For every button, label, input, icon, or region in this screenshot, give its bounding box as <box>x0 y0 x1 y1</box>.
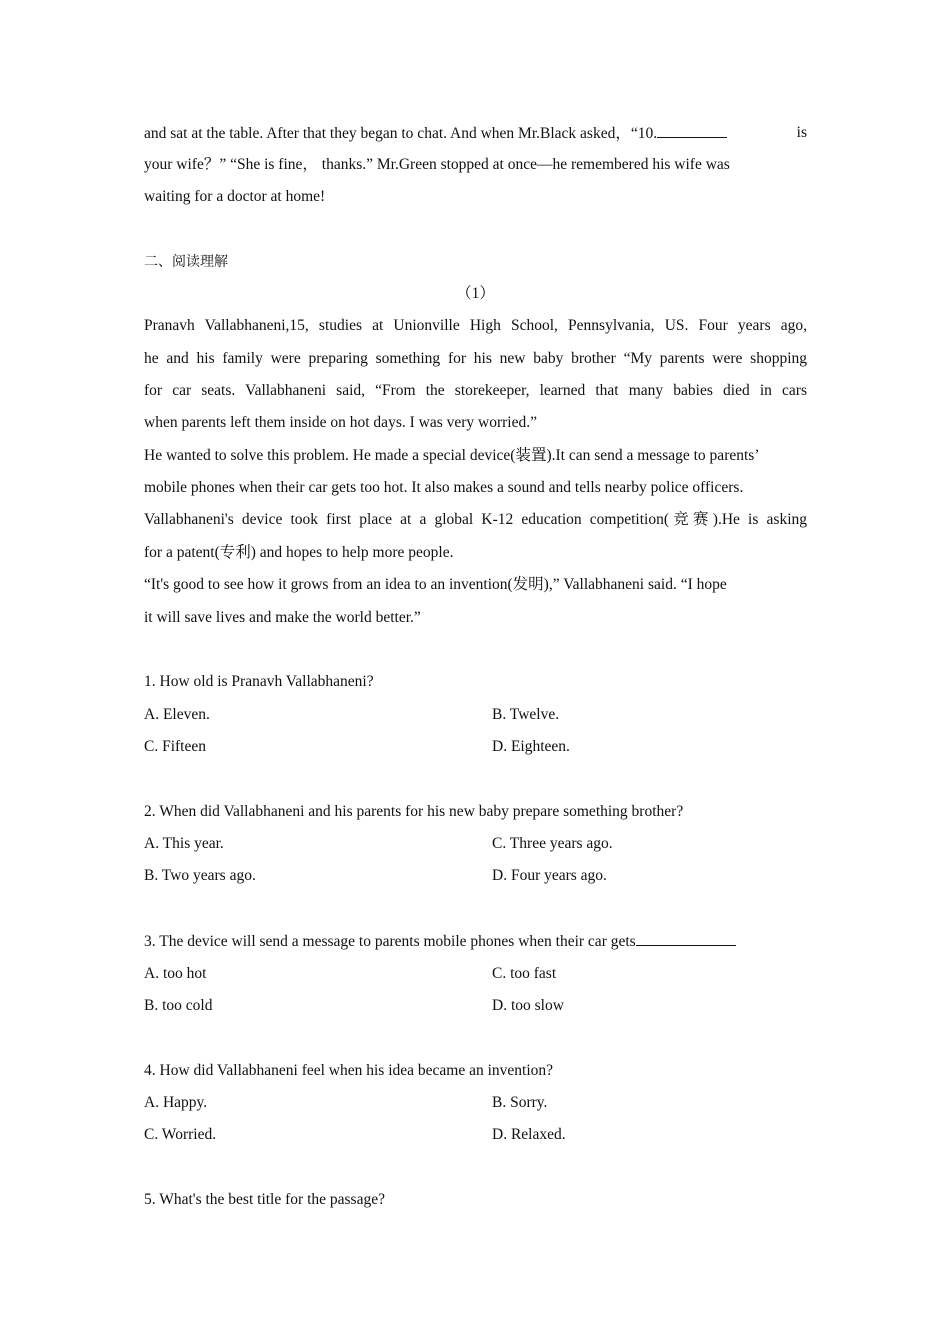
question-1-text: 1. How old is Pranavh Vallabhaneni? <box>144 673 374 690</box>
passage-line: “It's good to see how it grows from an idea to an invention(发明),” Vallabhaneni said. “I hope <box>144 576 727 593</box>
passage-line: it will save lives and make the world better.” <box>144 609 421 626</box>
question-1-option-c[interactable]: C. Fifteen <box>144 738 206 755</box>
question-3-option-b[interactable]: B. too cold <box>144 997 213 1014</box>
previous-passage-line-2: your wife？” “She is fine， thanks.” Mr.Green stopped at once—he remembered his wife was <box>144 156 730 173</box>
passage-line: Pranavh Vallabhaneni,15, studies at Unionville High School, Pennsylvania, US. Four years ago, <box>144 317 807 334</box>
passage-line: mobile phones when their car gets too hot. It also makes a sound and tells nearby police officers. <box>144 479 744 496</box>
passage-line: for car seats. Vallabhaneni said, “From the storekeeper, learned that many babies died in cars <box>144 382 807 399</box>
question-2-option-c[interactable]: C. Three years ago. <box>492 835 613 852</box>
question-2-text: 2. When did Vallabhaneni and his parents for his new baby prepare something brother? <box>144 803 684 820</box>
section-heading: 二、阅读理解 <box>144 254 228 270</box>
question-4-text: 4. How did Vallabhaneni feel when his idea became an invention? <box>144 1062 554 1079</box>
question-5-text: 5. What's the best title for the passage? <box>144 1191 385 1208</box>
question-3-option-a[interactable]: A. too hot <box>144 965 207 982</box>
question-4-option-a[interactable]: A. Happy. <box>144 1094 208 1111</box>
passage-line: for a patent(专利) and hopes to help more people. <box>144 544 454 561</box>
passage-line: Vallabhaneni's device took first place at a global K-12 education competition(竞赛).He is asking <box>144 511 807 528</box>
previous-passage-line-3: waiting for a doctor at home! <box>144 188 326 205</box>
question-2-option-d[interactable]: D. Four years ago. <box>492 867 607 884</box>
passage-line: He wanted to solve this problem. He made a special device(装置).It can send a message to parents’ <box>144 447 760 464</box>
text: is <box>796 124 807 141</box>
question-1-option-a[interactable]: A. Eleven. <box>144 706 210 723</box>
question-3-text <box>144 931 736 952</box>
question-3-option-c[interactable]: C. too fast <box>492 965 557 982</box>
question-2-option-b[interactable]: B. Two years ago. <box>144 867 256 884</box>
question-3-option-d[interactable]: D. too slow <box>492 997 564 1014</box>
question-4-option-d[interactable]: D. Relaxed. <box>492 1126 566 1143</box>
question-4-option-b[interactable]: B. Sorry. <box>492 1094 548 1111</box>
text: and sat at the table. After that they began to chat. And when Mr.Black asked，“10. <box>144 125 658 142</box>
previous-passage-line-1 <box>144 123 807 144</box>
question-2-option-a[interactable]: A. This year. <box>144 835 224 852</box>
answer-blank <box>657 123 727 138</box>
passage-line: he and his family were preparing something for his new baby brother “My parents were shopping <box>144 350 807 367</box>
question-4-option-c[interactable]: C. Worried. <box>144 1126 217 1143</box>
text: 3. The device will send a message to parents mobile phones when their car gets <box>144 933 636 950</box>
answer-blank <box>636 931 736 946</box>
passage-line: when parents left them inside on hot days. I was very worried.” <box>144 414 537 431</box>
question-1-option-d[interactable]: D. Eighteen. <box>492 738 570 755</box>
question-1-option-b[interactable]: B. Twelve. <box>492 706 560 723</box>
passage-number: （1） <box>456 285 495 302</box>
